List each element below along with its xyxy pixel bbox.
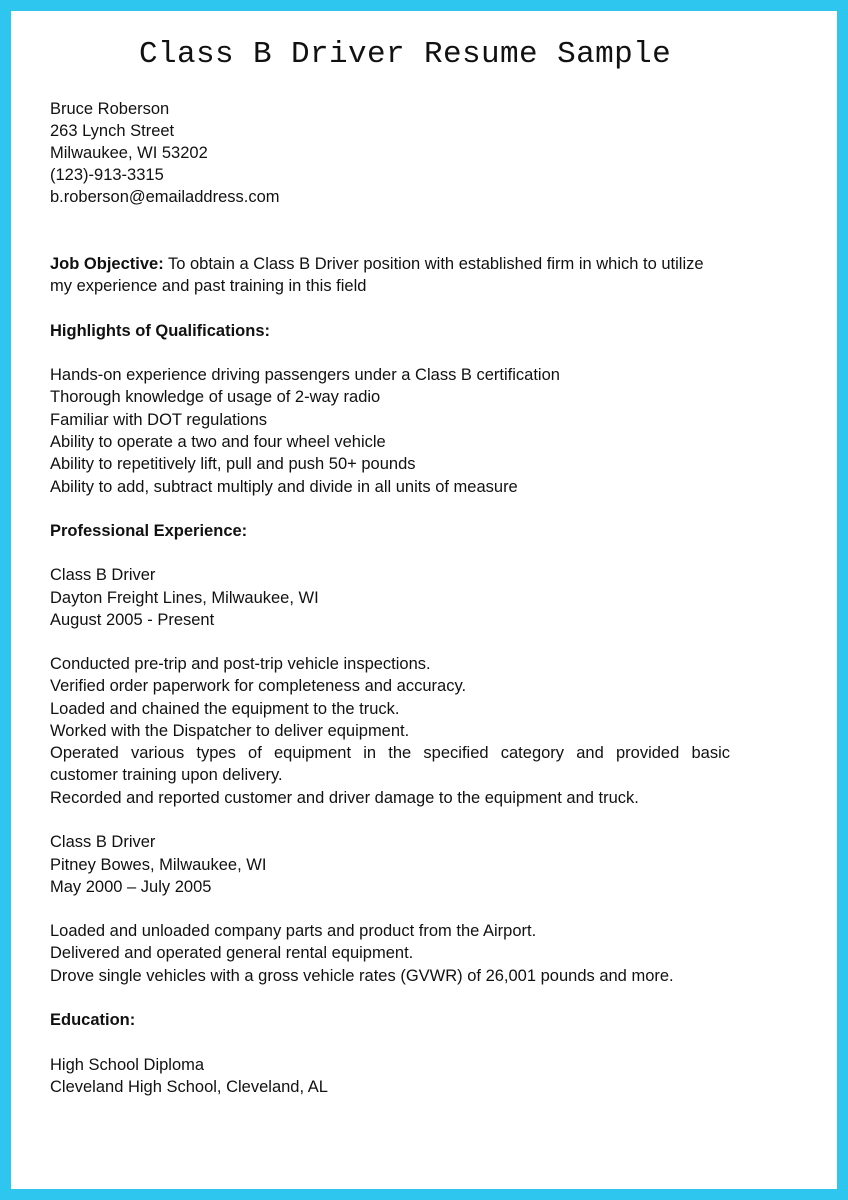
job-duty: Verified order paperwork for completeness and accuracy. <box>50 677 467 695</box>
job-duty: Operated various types of equipment in the specified category and provided basic <box>50 744 730 762</box>
qualification-item: Ability to operate a two and four wheel vehicle <box>50 433 386 451</box>
job-duty: Drove single vehicles with a gross vehicle rates (GVWR) of 26,001 pounds and more. <box>50 967 674 985</box>
contact-phone: (123)-913-3315 <box>50 166 164 184</box>
education-heading: Education: <box>50 1011 136 1029</box>
objective-text-1: To obtain a Class B Driver position with established firm in which to utilize <box>163 255 704 273</box>
job-dates: May 2000 – July 2005 <box>50 878 212 896</box>
qualifications-heading: Highlights of Qualifications: <box>50 322 270 340</box>
contact-email: b.roberson@emailaddress.com <box>50 188 280 206</box>
job-company: Dayton Freight Lines, Milwaukee, WI <box>50 589 319 607</box>
job-duty: Loaded and chained the equipment to the truck. <box>50 700 400 718</box>
contact-street: 263 Lynch Street <box>50 122 175 140</box>
job-company: Pitney Bowes, Milwaukee, WI <box>50 856 267 874</box>
education-degree: High School Diploma <box>50 1056 205 1074</box>
objective-text-2: my experience and past training in this field <box>50 277 367 295</box>
education-school: Cleveland High School, Cleveland, AL <box>50 1078 328 1096</box>
qualification-item: Hands-on experience driving passengers under a Class B certification <box>50 366 560 384</box>
qualification-item: Familiar with DOT regulations <box>50 411 268 429</box>
contact-city: Milwaukee, WI 53202 <box>50 144 208 162</box>
objective-label: Job Objective: <box>50 255 164 273</box>
job-duty: Loaded and unloaded company parts and product from the Airport. <box>50 922 537 940</box>
job-title: Class B Driver <box>50 566 156 584</box>
objective-line-1 <box>50 253 704 275</box>
job-duty: Delivered and operated general rental equipment. <box>50 944 414 962</box>
qualification-item: Ability to add, subtract multiply and divide in all units of measure <box>50 478 518 496</box>
qualification-item: Ability to repetitively lift, pull and push 50+ pounds <box>50 455 416 473</box>
experience-heading: Professional Experience: <box>50 522 248 540</box>
job-title: Class B Driver <box>50 833 156 851</box>
job-duty: Recorded and reported customer and driver damage to the equipment and truck. <box>50 789 639 807</box>
contact-name: Bruce Roberson <box>50 100 170 118</box>
job-duty: customer training upon delivery. <box>50 766 283 784</box>
job-duty: Worked with the Dispatcher to deliver equipment. <box>50 722 410 740</box>
job-dates: August 2005 - Present <box>50 611 215 629</box>
page-title: Class B Driver Resume Sample <box>139 37 672 72</box>
qualification-item: Thorough knowledge of usage of 2-way radio <box>50 388 381 406</box>
job-duty: Conducted pre-trip and post-trip vehicle inspections. <box>50 655 431 673</box>
